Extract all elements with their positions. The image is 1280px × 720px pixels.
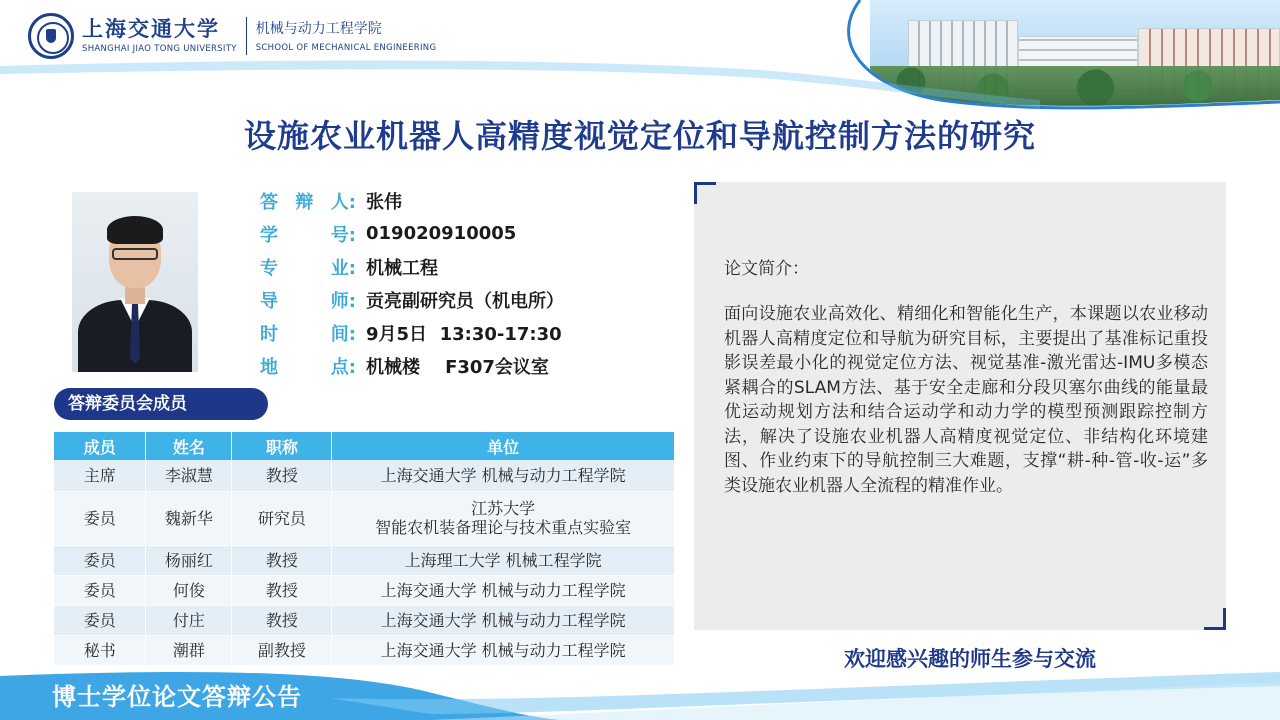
corner-bracket-bottom-right <box>1204 608 1226 630</box>
table-row <box>54 460 675 491</box>
cell-title: 副教授 <box>232 635 332 665</box>
welcome-message: 欢迎感兴趣的师生参与交流 <box>844 647 1096 671</box>
info-value-location: 机械楼 F307会议室 <box>366 356 549 378</box>
column-header-unit: 单位 <box>332 432 675 460</box>
cell-role: 委员 <box>54 605 146 635</box>
cell-name: 李淑慧 <box>146 460 232 491</box>
column-header-name: 姓名 <box>146 432 232 460</box>
table-row <box>54 575 675 605</box>
cell-unit: 上海理工大学 机械工程学院 <box>332 545 675 575</box>
cell-unit: 上海交通大学 机械与动力工程学院 <box>332 460 675 491</box>
info-value-supervisor: 贡亮副研究员（机电所） <box>366 290 564 312</box>
info-value-defender: 张伟 <box>366 191 402 213</box>
cell-unit: 上海交通大学 机械与动力工程学院 <box>332 605 675 635</box>
abstract-body: 面向设施农业高效化、精细化和智能化生产，本课题以农业移动机器人高精度定位和导航为研究目标，主要提出了基准标记重投影误差最小化的视觉定位方法、视觉基准-激光雷达-IMU多模态紧耦合的SLAM方法、基于安全走廊和分段贝塞尔曲线的能量最优运动规划方法和结合运动学和动力学的模型预测跟踪控制方法，解决了设施农业机器人高精度视觉定位、非结构化环境建图、作业约束下的导航控制三大难题，支撑“耕-种-管-收-运”多类设施农业机器人全流程的精准作业。 <box>724 304 1208 496</box>
school-name-en: SCHOOL OF MECHANICAL ENGINEERING <box>255 42 437 53</box>
info-row-time <box>260 316 564 349</box>
cell-title: 教授 <box>232 575 332 605</box>
thesis-title: 设施农业机器人高精度视觉定位和导航控制方法的研究 <box>243 117 1036 155</box>
cell-unit-line2: 智能农机装备理论与技术重点实验室 <box>375 518 632 537</box>
info-label: 专 业: <box>260 257 356 279</box>
cell-role: 秘书 <box>54 635 146 665</box>
cell-name: 何俊 <box>146 575 232 605</box>
column-header-role: 成员 <box>54 432 146 460</box>
info-value-major: 机械工程 <box>366 257 438 279</box>
cell-name: 付庄 <box>146 605 232 635</box>
corner-bracket-top-left <box>694 182 716 204</box>
cell-name: 潮群 <box>146 635 232 665</box>
info-row-student-id <box>260 217 564 250</box>
candidate-photo <box>72 192 198 372</box>
abstract-heading: 论文简介： <box>724 259 809 279</box>
cell-title: 教授 <box>232 605 332 635</box>
cell-unit: 上海交通大学 机械与动力工程学院 <box>332 575 675 605</box>
column-header-title: 职称 <box>232 432 332 460</box>
committee-table <box>54 432 675 666</box>
header-wave-decoration <box>0 0 1280 110</box>
table-header-row <box>54 432 675 460</box>
cell-title: 研究员 <box>232 491 332 545</box>
info-value-student-id: 019020910005 <box>366 223 517 244</box>
cell-name: 杨丽红 <box>146 545 232 575</box>
info-label: 导 师: <box>260 290 356 312</box>
cell-role: 主席 <box>54 460 146 491</box>
university-name-en: SHANGHAI JIAO TONG UNIVERSITY <box>82 44 237 54</box>
cell-unit: 上海交通大学 机械与动力工程学院 <box>332 635 675 665</box>
table-row <box>54 605 675 635</box>
cell-role: 委员 <box>54 491 146 545</box>
university-name-cn: 上海交通大学 <box>82 16 220 41</box>
info-value-time: 9月5日 13:30-17:30 <box>366 323 562 345</box>
info-row-defender <box>260 184 564 217</box>
cell-title: 教授 <box>232 545 332 575</box>
cell-name: 魏新华 <box>146 491 232 545</box>
info-label: 地 点: <box>260 356 356 378</box>
cell-title: 教授 <box>232 460 332 491</box>
cell-unit-line1: 江苏大学 <box>471 499 536 518</box>
candidate-info <box>260 184 564 382</box>
footer-title: 博士学位论文答辩公告 <box>52 682 302 711</box>
cell-role: 委员 <box>54 545 146 575</box>
school-name-cn: 机械与动力工程学院 <box>255 20 382 37</box>
info-label: 时 间: <box>260 323 356 345</box>
committee-heading: 答辩委员会成员 <box>54 388 268 420</box>
info-label: 学 号: <box>260 224 356 246</box>
info-label: 答 辩 人: <box>260 191 356 213</box>
info-row-location <box>260 349 564 382</box>
table-row <box>54 491 675 545</box>
info-row-major <box>260 250 564 283</box>
table-row <box>54 545 675 575</box>
cell-unit <box>332 491 675 545</box>
info-row-supervisor <box>260 283 564 316</box>
cell-role: 委员 <box>54 575 146 605</box>
table-row <box>54 635 675 665</box>
